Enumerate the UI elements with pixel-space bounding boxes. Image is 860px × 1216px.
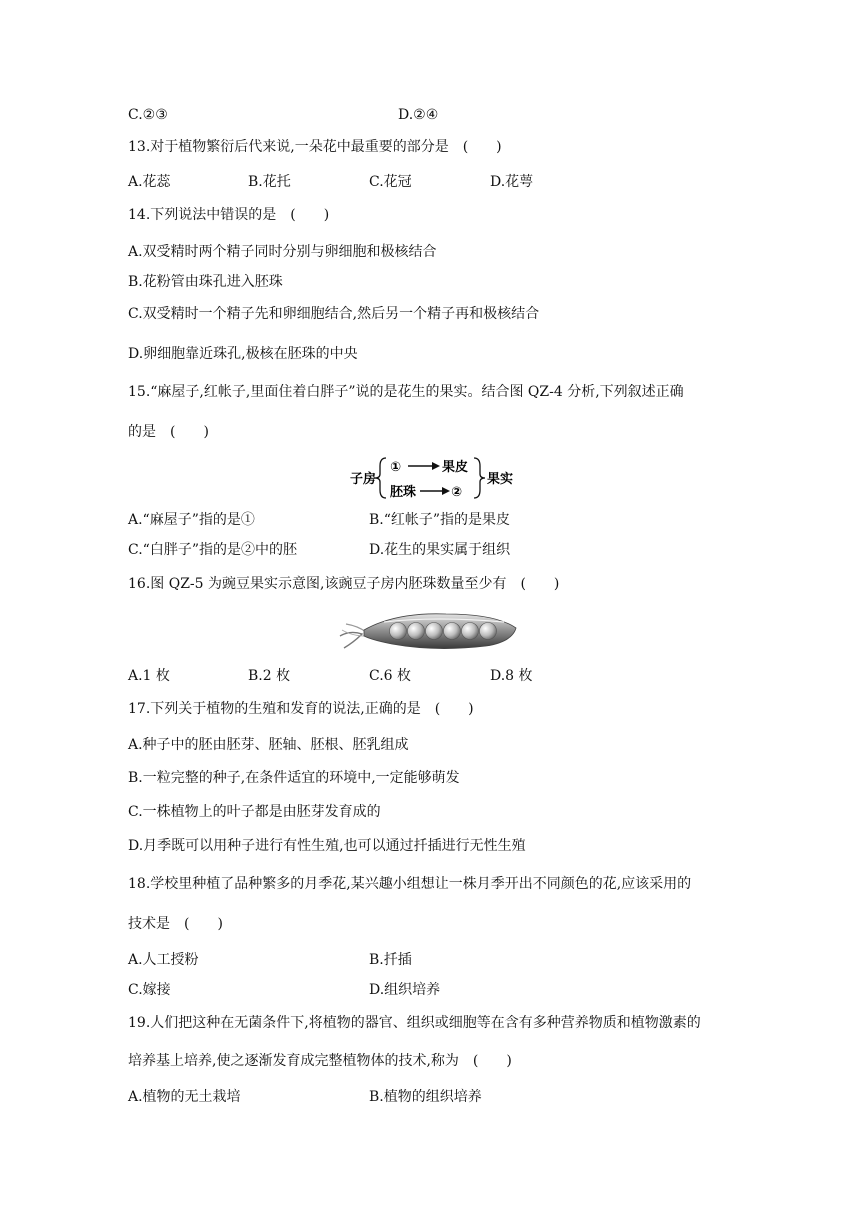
pea-seed <box>444 623 461 640</box>
q13-stem: 13.对于植物繁衍后代来说,一朵花中最重要的部分是 ( ) <box>128 139 502 155</box>
q18-stem-line1: 18.学校里种植了品种繁多的月季花,某兴趣小组想让一株月季开出不同颜色的花,应该采用的 <box>128 876 692 892</box>
q14-option-b: B.花粉管由珠孔进入胚珠 <box>128 274 283 290</box>
pea-seed <box>408 623 425 640</box>
q15-stem-line2: 的是 ( ) <box>128 424 209 440</box>
q13-option-a: A.花蕊 <box>128 174 171 190</box>
pea-seed <box>426 623 443 640</box>
q16-option-d: D.8 枚 <box>490 668 533 684</box>
q17-option-a: A.种子中的胚由胚芽、胚轴、胚根、胚乳组成 <box>128 737 409 753</box>
q16-option-a: A.1 枚 <box>128 668 170 684</box>
q15-option-c: C.“白胖子”指的是②中的胚 <box>128 542 297 558</box>
q15-option-a: A.“麻屋子”指的是① <box>128 512 255 528</box>
ovary-fruit-diagram <box>348 452 518 504</box>
q12-option-d: D.②④ <box>398 107 439 123</box>
q15-stem-line1: 15.“麻屋子,红帐子,里面住着白胖子”说的是花生的果实。结合图 QZ-4 分析,下列叙述正确 <box>128 384 684 400</box>
q19-stem-line1: 19.人们把这种在无菌条件下,将植物的器官、组织或细胞等在含有多种营养物质和植物激素的 <box>128 1015 701 1031</box>
diagram-label-1: ① <box>390 460 402 475</box>
pea-pod-image <box>336 606 520 654</box>
q16-option-c: C.6 枚 <box>369 668 412 684</box>
q17-option-b: B.一粒完整的种子,在条件适宜的环境中,一定能够萌发 <box>128 770 460 786</box>
q12-option-c: C.②③ <box>128 107 168 123</box>
q13-option-c: C.花冠 <box>369 174 412 190</box>
diagram-label-pericarp: 果皮 <box>442 460 469 475</box>
q18-stem-line2: 技术是 ( ) <box>128 916 223 932</box>
q14-option-a: A.双受精时两个精子同时分别与卵细胞和极核结合 <box>128 244 437 260</box>
q15-option-b: B.“红帐子”指的是果皮 <box>369 512 511 528</box>
q14-option-d: D.卵细胞靠近珠孔,极核在胚珠的中央 <box>128 346 358 362</box>
q18-option-d: D.组织培养 <box>369 982 441 998</box>
q19-option-a: A.植物的无土栽培 <box>128 1089 241 1105</box>
pea-seed <box>462 623 479 640</box>
q17-stem: 17.下列关于植物的生殖和发育的说法,正确的是 ( ) <box>128 701 474 717</box>
q18-option-c: C.嫁接 <box>128 982 171 998</box>
q16-stem: 16.图 QZ-5 为豌豆果实示意图,该豌豆子房内胚珠数量至少有 ( ) <box>128 576 560 592</box>
diagram-label-fruit: 果实 <box>487 472 514 487</box>
diagram-label-ovary: 子房 <box>350 472 377 487</box>
q17-option-d: D.月季既可以用种子进行有性生殖,也可以通过扦插进行无性生殖 <box>128 838 526 854</box>
q15-option-d: D.花生的果实属于组织 <box>369 542 511 558</box>
diagram-label-2: ② <box>451 485 463 500</box>
q19-option-b: B.植物的组织培养 <box>369 1089 482 1105</box>
pea-seed <box>480 623 497 640</box>
q19-stem-line2: 培养基上培养,使之逐渐发育成完整植物体的技术,称为 ( ) <box>128 1053 512 1069</box>
q17-option-c: C.一株植物上的叶子都是由胚芽发育成的 <box>128 804 381 820</box>
q14-option-c: C.双受精时一个精子先和卵细胞结合,然后另一个精子再和极核结合 <box>128 306 540 322</box>
q18-option-a: A.人工授粉 <box>128 952 199 968</box>
q18-option-b: B.扦插 <box>369 952 412 968</box>
q16-option-b: B.2 枚 <box>248 668 291 684</box>
q14-stem: 14.下列说法中错误的是 ( ) <box>128 207 330 223</box>
pea-seed <box>390 623 407 640</box>
diagram-label-ovule: 胚珠 <box>390 485 417 500</box>
q13-option-b: B.花托 <box>248 174 291 190</box>
q13-option-d: D.花萼 <box>490 174 534 190</box>
